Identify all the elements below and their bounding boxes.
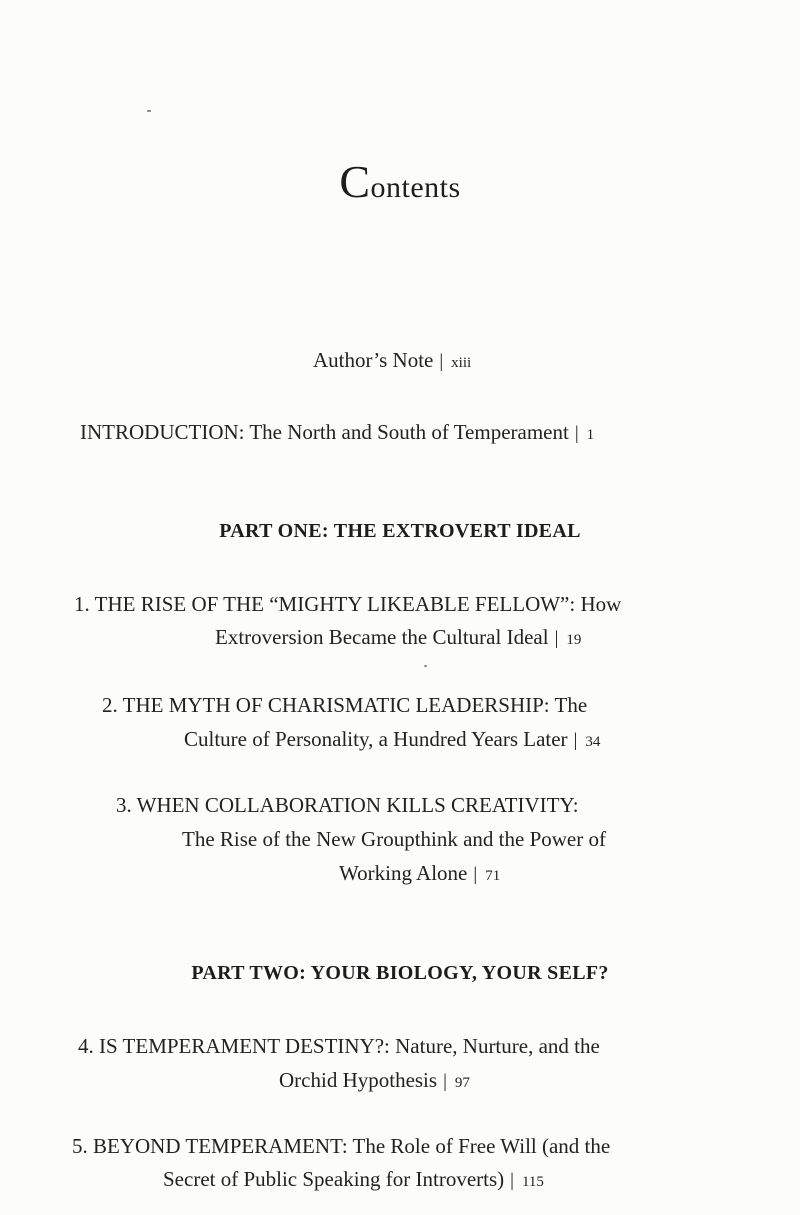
part-one-heading: PART ONE: THE EXTROVERT IDEAL xyxy=(219,520,581,542)
scan-speck xyxy=(424,665,427,667)
toc-entry-authors-note[interactable] xyxy=(313,348,471,373)
part-two-heading: PART TWO: YOUR BIOLOGY, YOUR SELF? xyxy=(191,962,609,984)
page-number: 34 xyxy=(585,734,601,750)
separator: | xyxy=(573,730,578,751)
page-number: xiii xyxy=(451,355,472,371)
chapter-title-line: 2. THE MYTH OF CHARISMATIC LEADERSHIP: The xyxy=(102,693,588,717)
chapter-title-line: Orchid Hypothesis xyxy=(279,1068,438,1092)
page-number: 115 xyxy=(521,1174,544,1190)
page-title: Contents xyxy=(339,156,461,207)
separator: | xyxy=(473,864,478,885)
chapter-title-line: Culture of Personality, a Hundred Years Later xyxy=(184,727,568,751)
separator: | xyxy=(443,1071,447,1092)
chapter-title-line: Working Alone xyxy=(339,861,468,885)
chapter-title-line: The Rise of the New Groupthink and the Power of xyxy=(182,827,606,851)
separator: | xyxy=(510,1170,514,1191)
chapter-title-line: 3. WHEN COLLABORATION KILLS CREATIVITY: xyxy=(116,793,579,817)
page-number: 97 xyxy=(454,1075,470,1091)
chapter-title-line: Extroversion Became the Cultural Ideal xyxy=(215,625,549,649)
chapter-title-line: 1. THE RISE OF THE “MIGHTY LIKEABLE FELLOW”: How xyxy=(74,592,622,616)
separator: | xyxy=(554,628,559,649)
separator: | xyxy=(439,351,444,372)
scan-speck xyxy=(147,110,151,112)
page-number: 1 xyxy=(586,427,595,443)
page-number: 19 xyxy=(566,632,582,648)
separator: | xyxy=(574,423,579,444)
chapter-title-line: 5. BEYOND TEMPERAMENT: The Role of Free Will (and the xyxy=(72,1134,611,1158)
entry-title: INTRODUCTION: The North and South of Temperament xyxy=(80,420,569,444)
chapter-title-line: Secret of Public Speaking for Introverts) xyxy=(163,1167,505,1191)
page-number: 71 xyxy=(485,868,501,884)
entry-title: Author’s Note xyxy=(313,348,434,372)
toc-entry-introduction[interactable] xyxy=(80,420,594,445)
chapter-title-line: 4. IS TEMPERAMENT DESTINY?: Nature, Nurture, and the xyxy=(78,1034,600,1058)
